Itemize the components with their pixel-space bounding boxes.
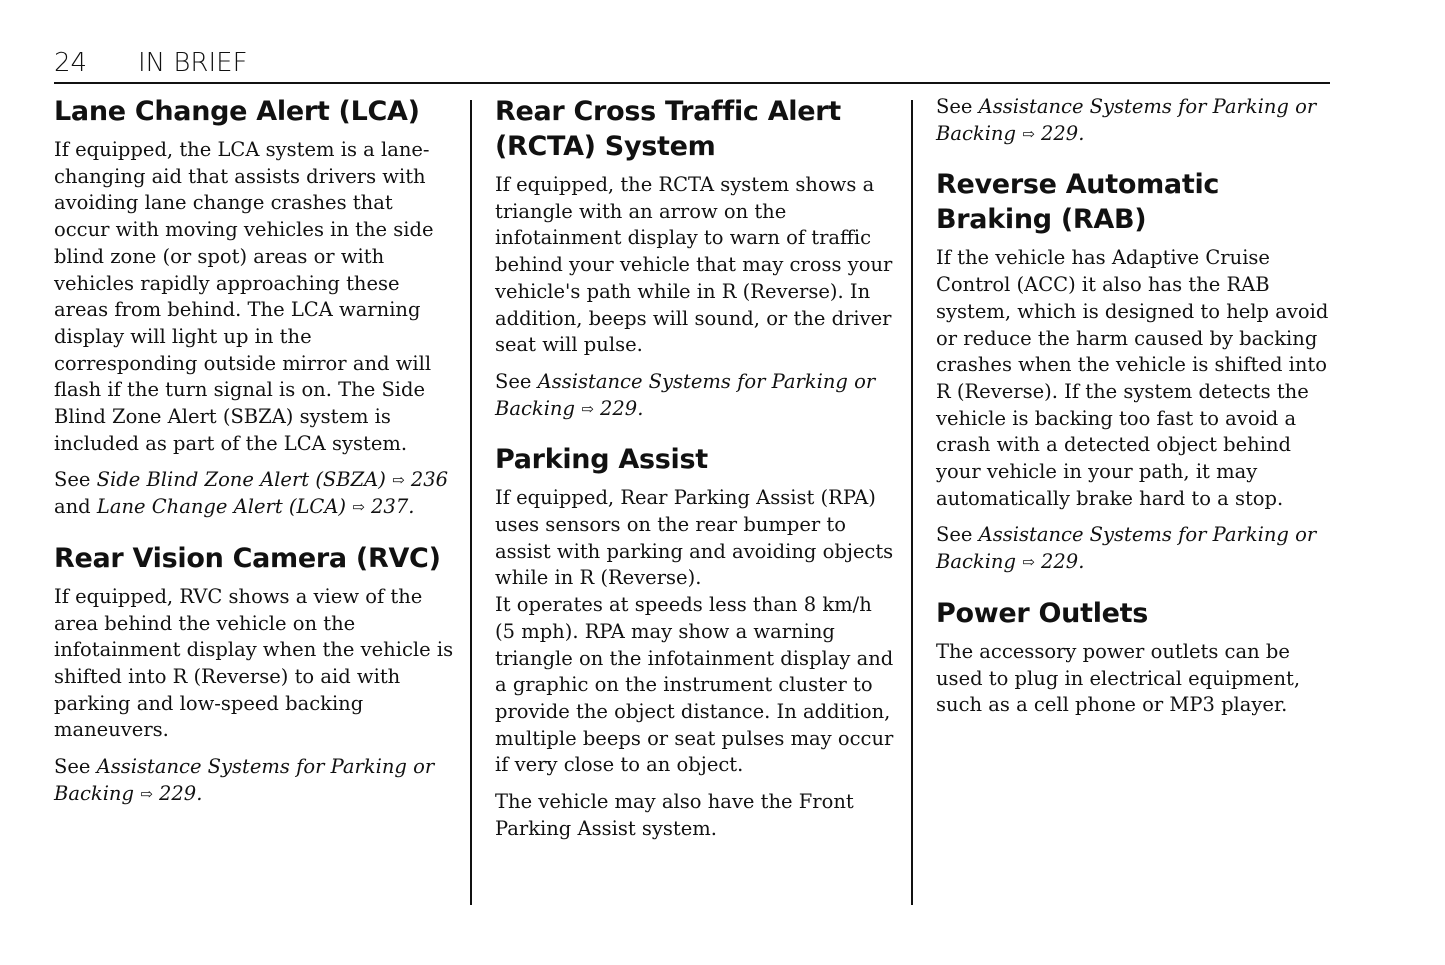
- ref-page[interactable]: 229.: [158, 781, 203, 805]
- heading-rvc: Rear Vision Camera (RVC): [54, 542, 441, 574]
- ref-page[interactable]: 229.: [1040, 121, 1085, 145]
- page-arrow-icon: ⇨: [1022, 124, 1035, 143]
- heading-parking-assist: Parking Assist: [495, 444, 708, 476]
- column-divider: [470, 100, 472, 905]
- section-title: IN BRIEF: [138, 48, 248, 78]
- lca-see-also: See Side Blind Zone Alert (SBZA) ⇨ 236 and Lane Change Alert (LCA) ⇨ 237.: [54, 468, 449, 519]
- ref-page[interactable]: 229.: [599, 396, 644, 420]
- ref-page[interactable]: 229.: [1040, 550, 1085, 574]
- rcta-see-also: See Assistance Systems for Parking or Backing ⇨ 229.: [495, 369, 876, 420]
- rvc-see-also: See Assistance Systems for Parking or Backing ⇨ 229.: [54, 755, 435, 805]
- rcta-body: If equipped, the RCTA system shows a triangle with an arrow on the infotainment display to warn of traffic behind your vehicle that may cross your vehicle's path while in R (Reverse). In addition, beeps will sound, or the driver seat will pulse.: [495, 173, 893, 357]
- ref-link-lca[interactable]: Lane Change Alert (LCA): [96, 495, 347, 519]
- page-arrow-icon: ⇨: [392, 471, 405, 490]
- parking-body-2: It operates at speeds less than 8 km/h (5 mph). RPA may show a warning triangle on the infotainment display and a graphic on the instrument cluster to provide the object distance. In addition, multiple beeps or seat pulses may occur if very close to an object.: [495, 593, 894, 777]
- ref-page[interactable]: 237.: [371, 495, 415, 519]
- ref-link-assistance[interactable]: Assistance Systems for Parking or Backing: [936, 523, 1317, 574]
- heading-lca: Lane Change Alert (LCA): [54, 96, 420, 127]
- power-body: The accessory power outlets can be used to plug in electrical equipment, such as a cell phone or MP3 player.: [936, 639, 1301, 717]
- page-arrow-icon: ⇨: [1022, 553, 1035, 572]
- ref-link-assistance[interactable]: Assistance Systems for Parking or Backing: [936, 95, 1317, 145]
- lca-body: If equipped, the LCA system is a lane-changing aid that assists drivers with avoiding lane change crashes that occur with moving vehicles in the side blind zone (or spot) areas or with vehicles rapidly approaching these areas from behind. The LCA warning display will light up in the corresponding outside mirror and will flash if the turn signal is on. The Side Blind Zone Alert (SBZA) system is included as part of the LCA system.: [54, 138, 434, 455]
- rab-body: If the vehicle has Adaptive Cruise Control (ACC) it also has the RAB system, which is designed to help avoid or reduce the harm caused by backing crashes when the vehicle is shifted into R (Reverse). If the system detects the vehicle is backing too fast to avoid a crash with a detected object behind your vehicle in your path, it may automatically brake hard to a stop.: [936, 246, 1329, 510]
- column-2: [495, 94, 895, 852]
- column-1: [54, 94, 454, 817]
- parking-body-1: If equipped, Rear Parking Assist (RPA) uses sensors on the rear bumper to assist with parking and avoiding objects while in R (Reverse).: [495, 486, 894, 590]
- page-header: [54, 46, 1330, 84]
- column-divider: [911, 100, 913, 905]
- page-arrow-icon: ⇨: [352, 498, 365, 517]
- rab-see-also: See Assistance Systems for Parking or Backing ⇨ 229.: [936, 523, 1317, 574]
- parking-body-3: The vehicle may also have the Front Parking Assist system.: [495, 790, 854, 840]
- heading-power-outlets: Power Outlets: [936, 597, 1149, 629]
- top-see-also: See Assistance Systems for Parking or Backing ⇨ 229.: [936, 95, 1317, 145]
- ref-page[interactable]: 236: [410, 468, 449, 492]
- heading-rcta: Rear Cross Traffic Alert (RCTA) System: [495, 96, 841, 162]
- ref-link-assistance[interactable]: Assistance Systems for Parking or Backing: [54, 755, 435, 805]
- page-number: 24: [54, 48, 88, 78]
- rvc-body: If equipped, RVC shows a view of the area behind the vehicle on the infotainment display when the vehicle is shifted into R (Reverse) to aid with parking and low-speed backing maneuvers.: [54, 584, 454, 742]
- page-arrow-icon: ⇨: [140, 784, 153, 803]
- ref-link-sbza[interactable]: Side Blind Zone Alert (SBZA): [96, 468, 386, 492]
- ref-link-assistance[interactable]: Assistance Systems for Parking or Backing: [495, 369, 876, 420]
- heading-rab: Reverse Automatic Braking (RAB): [936, 169, 1220, 236]
- page-arrow-icon: ⇨: [581, 399, 594, 418]
- column-3: [936, 94, 1336, 729]
